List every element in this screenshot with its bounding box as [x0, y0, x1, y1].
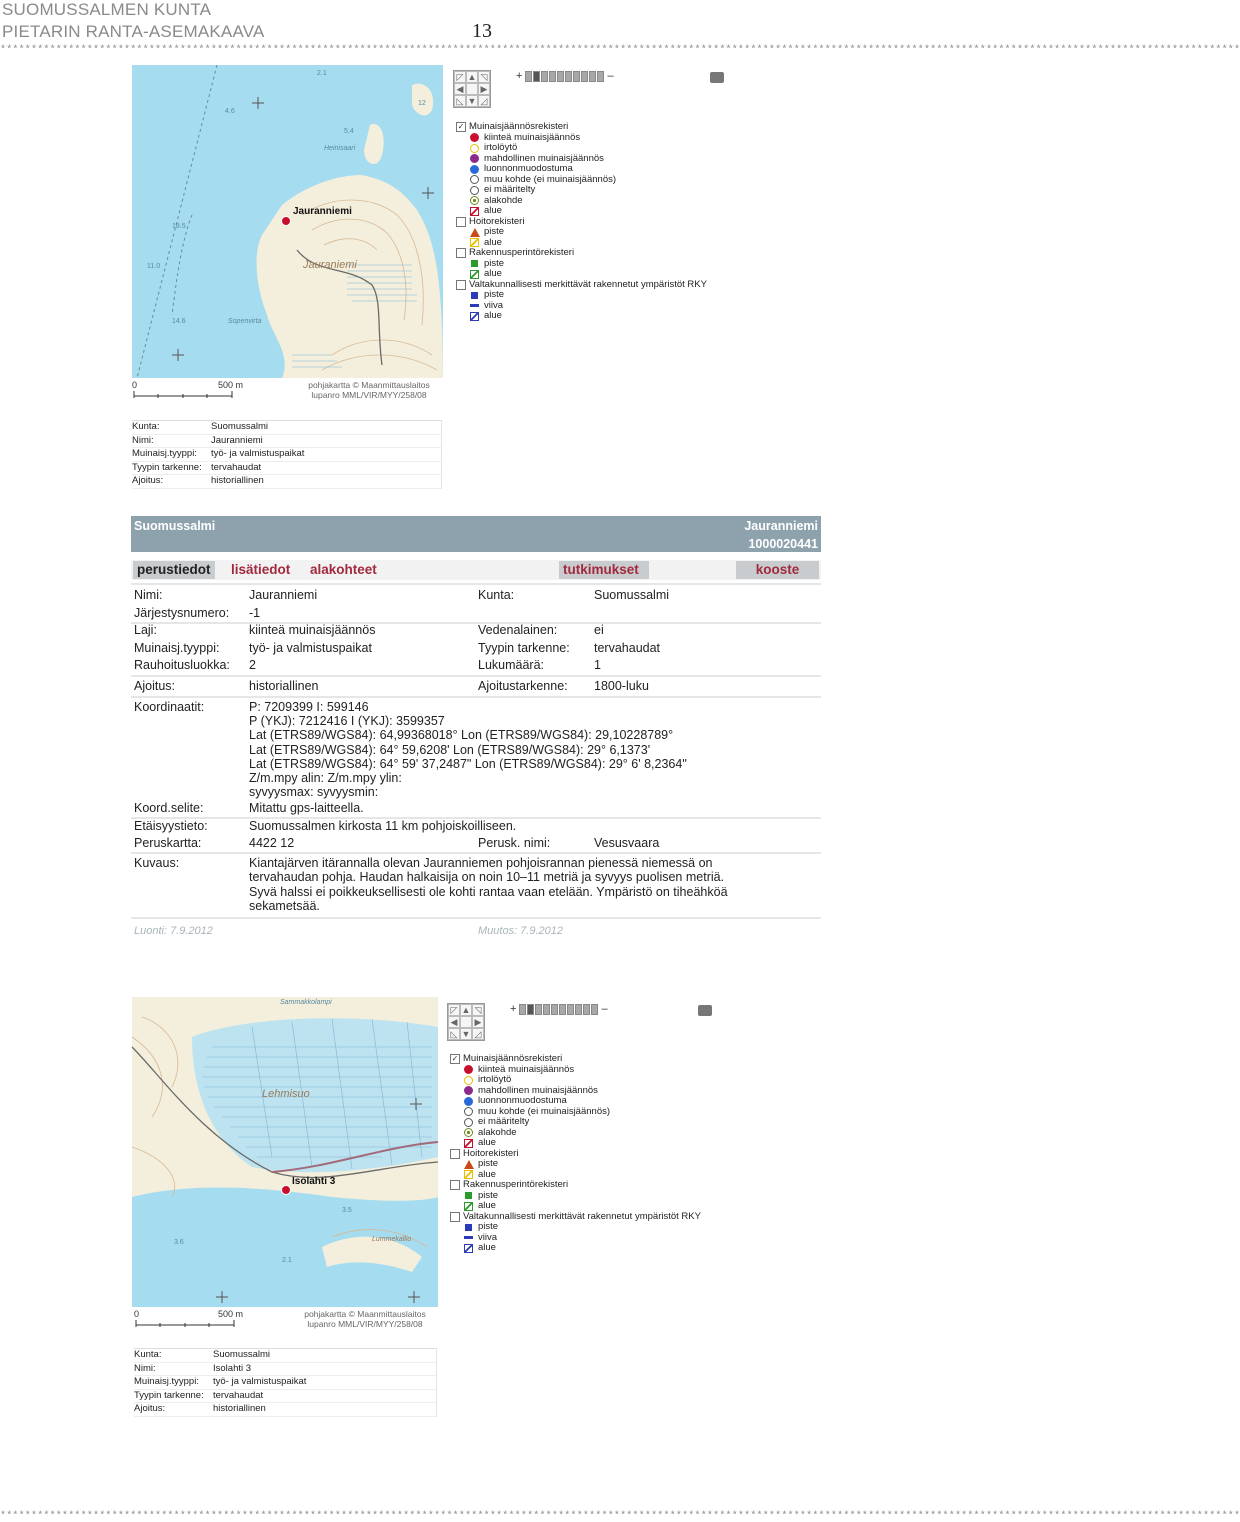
- square-icon: [465, 1192, 472, 1199]
- summary-value: historiallinen: [211, 475, 264, 487]
- legend-label: ei määritelty: [484, 184, 536, 195]
- legend-label: piste: [478, 1221, 499, 1232]
- summary-key: Muinaisj.tyyppi:: [134, 1376, 199, 1388]
- pan-se-icon[interactable]: ◿: [478, 95, 490, 107]
- ring-icon: [464, 1076, 473, 1085]
- summary-row: [134, 1349, 436, 1363]
- legend-label: luonnonmuodostuma: [484, 163, 573, 174]
- legend-item: [450, 1243, 701, 1254]
- summary-key: Ajoitus:: [132, 475, 164, 487]
- pan-up-icon[interactable]: ▲: [461, 1005, 471, 1015]
- tab-kooste[interactable]: kooste: [736, 561, 819, 579]
- target-icon: [464, 1128, 473, 1137]
- coordinate-line: syvyysmax: syvyysmin:: [249, 785, 379, 800]
- tab-perustiedot[interactable]: perustiedot: [133, 561, 215, 579]
- ring-icon: [464, 1107, 473, 1116]
- legend-item: [450, 1075, 701, 1086]
- summary-key: Tyypin tarkenne:: [132, 461, 202, 473]
- depth-label: 2.1: [317, 70, 327, 77]
- square-icon: [471, 260, 478, 267]
- description-line: sekametsää.: [249, 898, 320, 913]
- site-summary-table: [134, 1348, 437, 1417]
- modified-date: Muutos: 7.9.2012: [478, 925, 564, 937]
- summary-value: historiallinen: [213, 1403, 266, 1415]
- pan-down-icon[interactable]: ▼: [461, 1029, 471, 1039]
- map-isolahti[interactable]: [132, 997, 438, 1307]
- square-icon: [465, 1224, 472, 1231]
- ring-icon: [470, 175, 479, 184]
- legend-item: [456, 164, 707, 175]
- summary-key: Kunta:: [132, 421, 160, 432]
- legend-item: [456, 290, 707, 301]
- summary-row: [132, 475, 441, 489]
- pan-right-icon[interactable]: ▶: [472, 1016, 484, 1028]
- card-header: [131, 516, 821, 552]
- coordinate-line: P: 7209399 I: 599146: [249, 700, 369, 714]
- pan-sw-icon[interactable]: ◺: [448, 1028, 460, 1040]
- municipality-title: SUOMUSSALMEN KUNTA: [2, 0, 212, 19]
- summary-value: työ- ja valmistuspaikat: [211, 448, 305, 460]
- map-legend: [456, 122, 707, 322]
- area-icon: [464, 1202, 473, 1211]
- area-icon: [470, 207, 479, 216]
- legend-item: [456, 185, 707, 196]
- map-pan-control[interactable]: [453, 70, 491, 108]
- zoom-in-icon[interactable]: +: [510, 1003, 517, 1015]
- dot-icon: [470, 165, 479, 174]
- depth-label: 5.4: [344, 128, 354, 135]
- legend-item: [456, 269, 707, 280]
- tab-tutkimukset[interactable]: tutkimukset: [559, 561, 649, 579]
- legend-layer-toggle[interactable]: [450, 1180, 701, 1191]
- dot-icon: [464, 1086, 473, 1095]
- legend-label: piste: [478, 1158, 499, 1169]
- legend-label: muu kohde (ei muinaisjäännös): [484, 173, 617, 185]
- summary-row: [134, 1363, 436, 1377]
- legend-label: piste: [484, 226, 505, 237]
- depth-label: 14.6: [172, 318, 186, 325]
- summary-row: [132, 421, 441, 435]
- legend-label: Valtakunnallisesti merkittävät rakennetut ympäristöt RKY: [469, 278, 707, 290]
- legend-label: Rakennusperintörekisteri: [463, 1179, 569, 1190]
- summary-key: Muinaisj.tyyppi:: [132, 448, 197, 460]
- legend-label: viiva: [484, 299, 504, 311]
- depth-label: 3.5: [342, 1207, 352, 1214]
- layer-checkbox[interactable]: [456, 248, 466, 258]
- description-line: Syvä halssi ei poikkeuksellisesti ole kohti rantaa vaan etelään. Ympäristö on tiheähköä: [249, 884, 728, 899]
- layer-checkbox[interactable]: [456, 280, 466, 290]
- area-icon: [470, 270, 479, 279]
- legend-item: [450, 1222, 701, 1233]
- map-graphic: [132, 997, 438, 1307]
- legend-label: piste: [478, 1189, 499, 1201]
- area-label: Jauraniemi: [303, 259, 357, 271]
- line-icon: [470, 304, 479, 307]
- legend-label: irtolöytö: [484, 142, 518, 153]
- legend-label: piste: [484, 289, 505, 300]
- summary-row: [132, 462, 441, 476]
- area-icon: [464, 1139, 473, 1148]
- tab-alakohteet[interactable]: alakohteet: [310, 562, 377, 577]
- summary-value: tervahaudat: [213, 1389, 264, 1401]
- site-detail-card: Suomussalmi Jauranniemi 1000020441 perustiedot lisätiedot alakohteet tutkimukset kooste Nimi: Jauranniemi Kunta: Suomussalmi Järjestysnumero: -1 Laji: kiinteä muinaisjäännös Vedenalainen: ei Muinaisj.tyyppi: työ- ja valmistuspaikat Tyypin tarkenne: tervahaudat Rauhoitusluokka: 2 Lukumäärä: 1 Ajoitus: historiallinen Ajoitustarkenne: 1800-luku Koordinaatit: P: 7209399 I: 599146 P (YKJ): 7212416 I (YKJ): 3599357 Lat (ETRS89/WGS84): 64,99368018° Lon (ETRS89/WGS84): 29,10228789° Lat (ETRS89/WGS84): 64° 59,6208' Lon (ETRS89/WGS84): 29° 6,1373' Lat (ETRS89/WGS84): 64° 59' 37,2487" Lon (ETRS89/WGS84): 29° 6' 8,2364" Z/m.mpy alin: Z/m.mpy ylin: syvyysmax: syvyysmin: Koord.selite: Mitattu gps-laitteella. Etäisyystieto: Suomussalmen kirkosta 11 km pohjoiskoilliseen. Peruskartta: 4422 12 Perusk. nimi: Vesusvaara Kuvaus: Kiantajärven itärannalla olevan Jauranniemen pohjoisrannan pienessä niemessä on tervahaudan pohja. Haudan halkaisija on noin 10–11 metriä ja syvyys puolisen metriä. Syvä halssi ei poikkeuksellisesti ole kohti rantaa vaan etelään. Ympäristö on tiheähköä sekametsää. Luonti: 7.9.2012 Muutos: 7.9.2012: [131, 516, 821, 946]
- summary-key: Nimi:: [134, 1362, 156, 1374]
- layer-checkbox[interactable]: [450, 1180, 460, 1190]
- pan-nw-icon[interactable]: ◸: [454, 71, 466, 83]
- map-pan-control[interactable]: [447, 1003, 485, 1041]
- legend-label: mahdollinen muinaisjäännös: [484, 152, 604, 164]
- depth-label: 4.6: [225, 108, 235, 115]
- shore-label: Sopenvirta: [228, 318, 262, 325]
- legend-item: [450, 1138, 701, 1149]
- zoom-slider[interactable]: [510, 1003, 608, 1015]
- layer-checkbox[interactable]: ✓: [457, 122, 465, 132]
- legend-label: alue: [478, 1200, 496, 1211]
- site-name: Jauranniemi: [744, 519, 818, 533]
- area-icon: [470, 238, 479, 247]
- site-summary-table: [132, 420, 442, 489]
- legend-label: alue: [484, 205, 502, 216]
- pan-right-icon[interactable]: ▶: [478, 83, 490, 95]
- layer-checkbox[interactable]: ✓: [451, 1054, 459, 1064]
- area-icon: [464, 1244, 473, 1253]
- site-id: 1000020441: [748, 537, 818, 551]
- area-icon: [464, 1170, 473, 1179]
- legend-item: [450, 1096, 701, 1107]
- legend-label: kiinteä muinaisjäännös: [484, 131, 581, 143]
- depth-label: 3.6: [174, 1239, 184, 1246]
- summary-row: [134, 1403, 436, 1417]
- triangle-icon: [470, 228, 480, 237]
- shore-label: Lummekallio: [372, 1236, 412, 1243]
- summary-value: tervahaudat: [211, 461, 262, 473]
- tab-bar: [131, 560, 821, 580]
- site-label: Jauranniemi: [293, 206, 352, 217]
- legend-label: alue: [484, 236, 502, 248]
- legend-label: ei määritelty: [478, 1116, 530, 1127]
- municipality-name: Suomussalmi: [134, 519, 216, 533]
- layer-checkbox[interactable]: [450, 1149, 460, 1159]
- line-icon: [464, 1236, 473, 1239]
- legend-label: irtolöytö: [478, 1074, 512, 1085]
- legend-label: luonnonmuodostuma: [478, 1095, 567, 1106]
- legend-label: muu kohde (ei muinaisjäännös): [478, 1105, 611, 1117]
- legend-label: alue: [484, 268, 502, 279]
- square-icon: [471, 292, 478, 299]
- red-dot-icon: [464, 1065, 473, 1074]
- map-graphic: [132, 65, 443, 378]
- pan-se-icon[interactable]: ◿: [472, 1028, 484, 1040]
- legend-label: Hoitorekisteri: [469, 215, 525, 227]
- pan-center-icon[interactable]: [460, 1016, 472, 1028]
- coordinate-line: Lat (ETRS89/WGS84): 64° 59' 37,2487" Lon (ETRS89/WGS84): 29° 6' 8,2364": [249, 756, 687, 771]
- map-copyright: pohjakartta © Maanmittauslaitos lupanro MML/VIR/MYY/258/08: [308, 380, 430, 400]
- legend-label: Hoitorekisteri: [463, 1147, 519, 1159]
- legend-label: Rakennusperintörekisteri: [469, 247, 575, 258]
- footer-divider: ********************************************************************************************************************************************************************************************************: [0, 1511, 1240, 1522]
- page-number: 13: [472, 20, 492, 42]
- pan-ne-icon[interactable]: ◹: [472, 1004, 484, 1016]
- legend-label: alakohde: [478, 1126, 517, 1138]
- legend-label: Muinaisjäännösrekisteri: [463, 1053, 563, 1064]
- created-date: Luonti: 7.9.2012: [134, 925, 213, 937]
- pan-nw-icon[interactable]: ◸: [448, 1004, 460, 1016]
- description-line: Kiantajärven itärannalla olevan Jauranniemen pohjoisrannan pienessä niemessä on: [249, 856, 713, 870]
- header-divider: ********************************************************************************************************************************************************************************************************: [0, 45, 1240, 56]
- description-line: tervahaudan pohja. Haudan halkaisija on noin 10–11 metriä ja syvyys puolisen metriä.: [249, 870, 725, 885]
- dot-icon: [470, 154, 479, 163]
- layer-checkbox[interactable]: [456, 217, 466, 227]
- zoom-slider[interactable]: [516, 70, 614, 82]
- legend-label: Muinaisjäännösrekisteri: [469, 121, 569, 132]
- legend-item: [450, 1159, 701, 1170]
- summary-value: Suomussalmi: [211, 421, 269, 432]
- depth-label: 12: [418, 100, 426, 107]
- legend-layer-toggle[interactable]: [456, 122, 707, 133]
- target-icon: [470, 196, 479, 205]
- ring-icon: [470, 144, 479, 153]
- ring-icon: [464, 1118, 473, 1127]
- summary-row: [134, 1390, 436, 1404]
- legend-label: alue: [478, 1168, 496, 1180]
- legend-label: kiinteä muinaisjäännös: [478, 1063, 575, 1075]
- island-label: Heinisaari: [324, 145, 356, 152]
- scale-zero: 0: [134, 1309, 140, 1319]
- summary-key: Nimi:: [132, 434, 154, 446]
- print-icon[interactable]: [710, 72, 724, 83]
- area-label: Lehmisuo: [262, 1088, 310, 1100]
- legend-label: alue: [478, 1242, 496, 1253]
- zoom-in-icon[interactable]: +: [516, 70, 523, 82]
- summary-row: [132, 435, 441, 449]
- pan-left-icon[interactable]: ◀: [454, 83, 466, 95]
- zoom-out-icon[interactable]: –: [607, 70, 614, 82]
- red-dot-icon: [470, 133, 479, 142]
- pan-sw-icon[interactable]: ◺: [454, 95, 466, 107]
- scale-distance: 500 m: [218, 380, 244, 390]
- legend-label: piste: [484, 257, 505, 269]
- area-icon: [470, 312, 479, 321]
- ring-icon: [470, 186, 479, 195]
- summary-key: Tyypin tarkenne:: [134, 1389, 204, 1401]
- legend-item: [456, 206, 707, 217]
- pan-ne-icon[interactable]: ◹: [478, 71, 490, 83]
- map-jauranniemi[interactable]: [132, 65, 443, 378]
- legend-layer-toggle[interactable]: [450, 1054, 701, 1065]
- pan-left-icon[interactable]: ◀: [448, 1016, 460, 1028]
- coordinate-line: Lat (ETRS89/WGS84): 64,99368018° Lon (ETRS89/WGS84): 29,10228789°: [249, 728, 674, 743]
- pan-center-icon[interactable]: [466, 83, 478, 95]
- summary-value: Jauranniemi: [211, 434, 263, 446]
- legend-layer-toggle[interactable]: [456, 248, 707, 259]
- map-legend: [450, 1054, 701, 1254]
- summary-value: Isolahti 3: [213, 1362, 252, 1374]
- site-label: Isolahti 3: [292, 1176, 336, 1187]
- legend-label: viiva: [478, 1231, 498, 1243]
- coordinate-line: Lat (ETRS89/WGS84): 64° 59,6208' Lon (ETRS89/WGS84): 29° 6,1373': [249, 742, 651, 757]
- lake-label: Sammakkolampi: [280, 999, 332, 1006]
- legend-item: [450, 1201, 701, 1212]
- coordinate-line: P (YKJ): 7212416 I (YKJ): 3599357: [249, 714, 445, 729]
- tab-lisatiedot[interactable]: lisätiedot: [231, 562, 291, 577]
- pan-down-icon[interactable]: ▼: [467, 96, 477, 106]
- zoom-out-icon[interactable]: –: [601, 1003, 608, 1015]
- triangle-icon: [464, 1160, 474, 1169]
- depth-label: 11.0: [147, 263, 161, 270]
- legend-label: alue: [478, 1137, 496, 1148]
- scale-zero: 0: [132, 380, 138, 390]
- layer-checkbox[interactable]: [450, 1212, 460, 1222]
- plan-title: PIETARIN RANTA-ASEMAKAAVA: [2, 22, 265, 41]
- summary-key: Kunta:: [134, 1349, 162, 1360]
- depth-label: 18.5: [172, 223, 186, 230]
- map-copyright: pohjakartta © Maanmittauslaitos lupanro MML/VIR/MYY/258/08: [304, 1309, 426, 1329]
- dot-icon: [464, 1097, 473, 1106]
- legend-label: mahdollinen muinaisjäännös: [478, 1084, 598, 1096]
- legend-item: [456, 227, 707, 238]
- pan-up-icon[interactable]: ▲: [467, 72, 477, 82]
- scale-distance: 500 m: [218, 1309, 244, 1319]
- summary-value: Suomussalmi: [213, 1349, 271, 1360]
- legend-label: alakohde: [484, 194, 523, 206]
- legend-item: [456, 143, 707, 154]
- legend-label: Valtakunnallisesti merkittävät rakennetut ympäristöt RKY: [463, 1210, 701, 1222]
- summary-row: [134, 1376, 436, 1390]
- summary-value: työ- ja valmistuspaikat: [213, 1376, 307, 1388]
- legend-item: [450, 1117, 701, 1128]
- summary-key: Ajoitus:: [134, 1403, 166, 1415]
- summary-row: [132, 448, 441, 462]
- legend-label: alue: [484, 310, 502, 321]
- print-icon[interactable]: [698, 1005, 712, 1016]
- depth-label: 2.1: [282, 1257, 292, 1264]
- coordinate-line: Z/m.mpy alin: Z/m.mpy ylin:: [249, 771, 402, 786]
- legend-item: [456, 311, 707, 322]
